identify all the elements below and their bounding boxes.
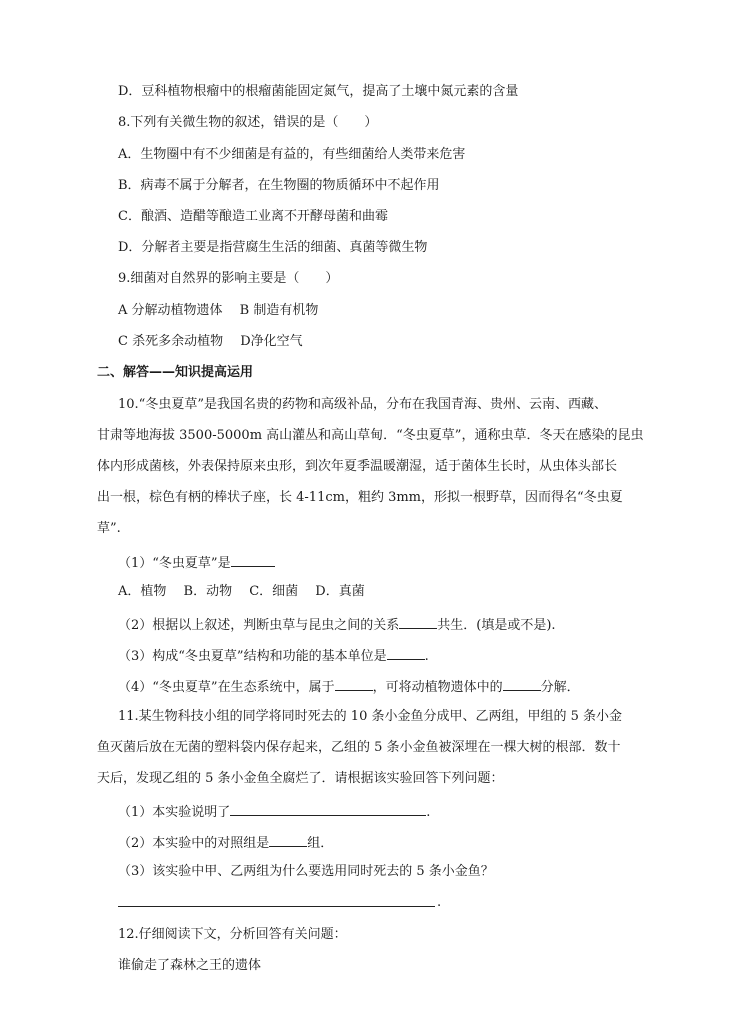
q10-sub2 [118, 615, 556, 634]
q10-sub3-text-a: （3）构成“冬虫夏草”结构和功能的基本单位是 [118, 649, 387, 664]
q9-options-row1: A 分解动植物遗体 B 制造有机物 [118, 303, 319, 318]
q10-sub1-text: （1）“冬虫夏草”是 [118, 556, 231, 571]
q11-sub3-end: . [437, 895, 442, 910]
q8-stem: 8.下列有关微生物的叙述，错误的是（ ） [118, 115, 378, 130]
q9-stem: 9.细菌对自然界的影响主要是（ ） [118, 271, 339, 286]
q11-sub1 [118, 802, 430, 821]
q8-option-d: D．分解者主要是指营腐生生活的细菌、真菌等微生物 [118, 240, 428, 255]
answer-blank[interactable] [269, 833, 307, 847]
q8-option-c: C．酿酒、造醋等酿造工业离不开酵母菌和曲霉 [118, 209, 388, 224]
q7-option-d: D．豆科植物根瘤中的根瘤菌能固定氮气，提高了土壤中氮元素的含量 [118, 84, 519, 99]
q11-sub1-text-a: （1）本实验说明了 [118, 805, 231, 820]
q11-sub3: （3）该实验中甲、乙两组为什么要选用同时死去的 5 条小金鱼？ [118, 864, 494, 879]
q8-option-b: B．病毒不属于分解者，在生物圈的物质循环中不起作用 [118, 178, 440, 193]
answer-blank[interactable] [335, 677, 373, 691]
answer-blank[interactable] [387, 646, 425, 660]
q8-option-a: A．生物圈中有不少细菌是有益的，有些细菌给人类带来危害 [118, 147, 466, 162]
q10-sub3-text-b: . [424, 649, 429, 664]
q11-sub2 [118, 833, 333, 852]
q11-paragraph-line1: 11.某生物科技小组的同学将同时死去的 10 条小金鱼分成甲、乙两组，甲组的 5 条小金 [118, 709, 623, 724]
q10-sub3 [118, 646, 429, 665]
q9-options-row2: C 杀死多余动植物 D净化空气 [118, 334, 303, 349]
q10-paragraph-line2: 甘肃等地海拔 3500-5000m 高山灌丛和高山草甸．“冬虫夏草”，通称虫草．冬天在感染的昆虫 [97, 428, 644, 443]
q10-paragraph-line1: 10.“冬虫夏草”是我国名贵的药物和高级补品，分布在我国青海、贵州、云南、西藏、 [118, 397, 607, 412]
q12-passage-title: 谁偷走了森林之王的遗体 [118, 958, 262, 973]
q10-sub4-text-c: 分解． [540, 680, 580, 695]
answer-blank-long[interactable] [118, 906, 435, 907]
q11-sub2-text-b: 组． [307, 836, 334, 851]
q10-sub4-text-b: ，可将动植物遗体中的 [372, 680, 503, 695]
q11-paragraph-line2: 鱼灭菌后放在无菌的塑料袋内保存起来，乙组的 5 条小金鱼被深埋在一棵大树的根部．数十 [97, 740, 621, 755]
q10-paragraph-line5: 草”. [97, 521, 121, 536]
q11-sub2-text-a: （2）本实验中的对照组是 [118, 836, 270, 851]
q12-stem: 12.仔细阅读下文，分析回答有关问题： [118, 927, 347, 942]
q11-paragraph-line3: 天后，发现乙组的 5 条小金鱼全腐烂了．请根据该实验回答下列问题： [97, 771, 504, 786]
q10-sub2-text-b: 共生．(填是或不是). [437, 618, 556, 633]
q10-sub4-text-a: （4）“冬虫夏草”在生态系统中，属于 [118, 680, 335, 695]
answer-blank[interactable] [503, 677, 541, 691]
q10-paragraph-line4: 出一根，棕色有柄的棒状子座，长 4-11cm，粗约 3mm，形拟一根野草，因而得名“冬虫夏 [97, 490, 623, 505]
q10-sub4 [118, 677, 580, 696]
q11-sub1-text-b: . [426, 805, 431, 820]
section-heading: 二、解答——知识提高运用 [97, 365, 254, 380]
answer-blank[interactable] [231, 553, 275, 567]
answer-blank[interactable] [230, 802, 426, 816]
q10-sub2-text-a: （2）根据以上叙述，判断虫草与昆虫之间的关系 [118, 618, 400, 633]
answer-blank[interactable] [399, 615, 437, 629]
q10-paragraph-line3: 体内形成菌核，外表保持原来虫形，到次年夏季温暖潮湿，适于菌体生长时，从虫体头部长 [97, 459, 618, 474]
q10-sub1-options: A．植物 B．动物 C．细菌 D．真菌 [118, 584, 365, 599]
q10-sub1 [118, 553, 275, 572]
